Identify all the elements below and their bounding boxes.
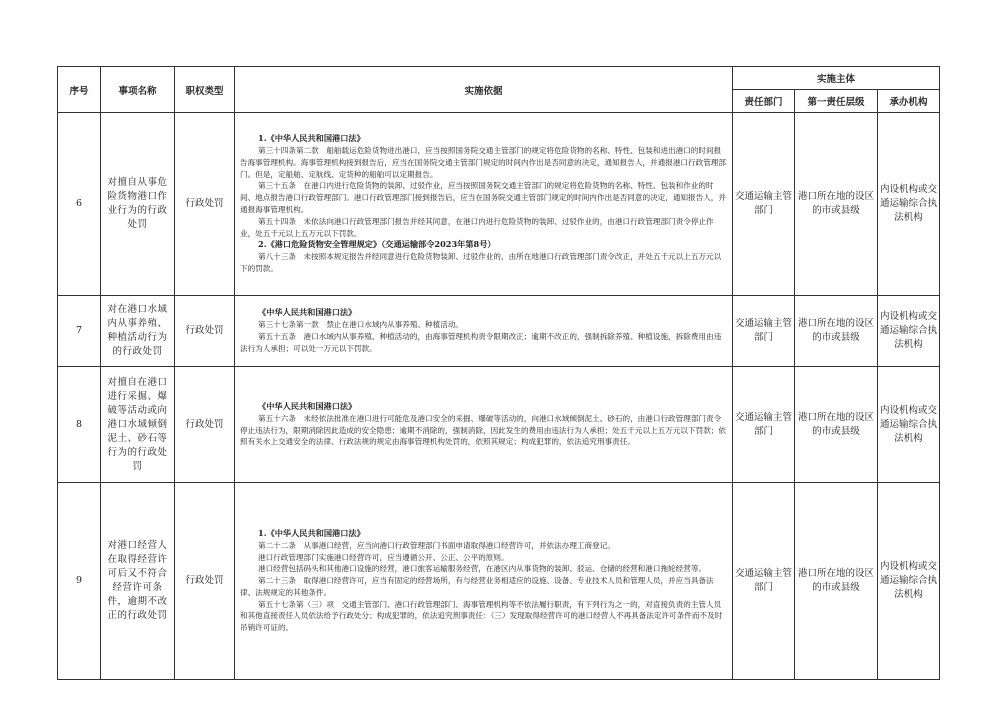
row-number: 9 — [58, 483, 101, 680]
law-clause: 第五十四条 未依法向港口行政管理部门报告并经其同意，在港口内进行危险货物的装卸、过驳作业的，由港口行政管理部门责令停止作业，处五千元以上五万元以下罚款。 — [240, 216, 714, 238]
law-clause: 第三十七条第一款 禁止在港口水域内从事养殖、种植活动。 — [258, 320, 464, 330]
first-level: 港口所在地的设区的市或县级 — [795, 483, 878, 680]
header-subject: 实施主体 — [733, 67, 940, 90]
table-row — [58, 367, 940, 483]
legal-basis — [235, 367, 733, 483]
first-level: 港口所在地的设区的市或县级 — [795, 113, 878, 296]
responsible-dept: 交通运输主管部门 — [733, 113, 795, 296]
law-clause: 第二十二条 从事港口经营，应当向港口行政管理部门书面申请取得港口经营许可，并依法办理工商登记。 — [258, 540, 615, 550]
row-number: 8 — [58, 367, 101, 483]
law-clause: 第五十六条 未经依法批准在港口进行可能危及港口安全的采掘、爆破等活动的，向港口水域倾倒泥土、砂石的，由港口行政管理部门责令停止违法行为，限期消除因此造成的安全隐患；逾期不消除的，强制消除，因此发生的费用由违法行为人承担；处五千元以上五万元以下罚款；依照有关水上交通安全的法律、行政法规的规定由海事管理机构处罚的，依照其规定；构成犯罪的，依法追究刑事责任。 — [240, 413, 726, 447]
authority-type: 行政处罚 — [175, 113, 235, 296]
handling-agency: 内设机构或交通运输综合执法机构 — [878, 113, 940, 296]
responsible-dept: 交通运输主管部门 — [733, 296, 795, 367]
item-name: 对擅自在港口进行采掘、爆破等活动或向港口水域倾倒泥土、砂石等行为的行政处罚 — [101, 367, 175, 483]
legal-basis — [235, 296, 733, 367]
handling-agency: 内设机构或交通运输综合执法机构 — [878, 296, 940, 367]
law-title: 《中华人民共和国港口法》 — [258, 400, 357, 411]
enforcement-table — [57, 66, 940, 680]
law-clause: 港口行政管理部门实施港口经营许可，应当遵循公开、公正、公平的原则。 — [258, 552, 509, 562]
responsible-dept: 交通运输主管部门 — [733, 483, 795, 680]
authority-type: 行政处罚 — [175, 367, 235, 483]
responsible-dept: 交通运输主管部门 — [733, 367, 795, 483]
item-name: 对擅自从事危险货物港口作业行为的行政处罚 — [101, 113, 175, 296]
row-number: 6 — [58, 113, 101, 296]
law-title: 1.《中华人民共和国港口法》 — [258, 133, 365, 144]
first-level: 港口所在地的设区的市或县级 — [795, 296, 878, 367]
header-agency: 承办机构 — [878, 90, 940, 113]
item-name: 对在港口水域内从事养殖、种植活动行为的行政处罚 — [101, 296, 175, 367]
header-dept: 责任部门 — [733, 90, 795, 113]
header-basis: 实施依据 — [235, 67, 733, 113]
law-clause: 第二十三条 取得港口经营许可，应当有固定的经营场所，有与经营业务相适应的设施、设备、专业技术人员和管理人员，并应当具备法律、法规规定的其他条件。 — [240, 576, 714, 597]
table-row — [58, 113, 940, 296]
law-clause: 第五十七条第（三）项 交通主管部门、港口行政管理部门、海事管理机构等不依法履行职责，有下列行为之一的，对直接负责的主管人员和其他直接责任人员依法给予行政处分；构成犯罪的，依法追究刑事责任：（三）发现取得经营许可的港口经营人不再具备法定许可条件而不及时吊销许可证的。 — [240, 599, 723, 633]
law-title: 《中华人民共和国港口法》 — [258, 307, 357, 318]
handling-agency: 内设机构或交通运输综合执法机构 — [878, 483, 940, 680]
law-clause: 第八十三条 未按照本规定报告并经同意进行危险货物装卸、过驳作业的，由所在地港口行政管理部门责令改正，并处五千元以上五万元以下的罚款。 — [240, 252, 722, 273]
table-row — [58, 296, 940, 367]
law-clause: 第三十四条第二款 船舶载运危险货物进出港口，应当按照国务院交通主管部门的规定将危险货物的名称、特性、包装和进出港口的时间报告海事管理机构。海事管理机构接到报告后，应当在国务院交通主管部门规定的时间内作出是否同意的决定，通知报告人，并通报港口行政管理部门。但是，定船舶、定航线、定货种的船舶可以定期报告。 — [240, 146, 726, 179]
header-type: 职权类型 — [175, 67, 235, 113]
header-no: 序号 — [58, 67, 101, 113]
header-level: 第一责任层级 — [795, 90, 878, 113]
legal-basis — [235, 483, 733, 680]
law-title: 1.《中华人民共和国港口法》 — [258, 527, 365, 538]
law-clause: 港口经营包括码头和其他港口设施的经营，港口旅客运输服务经营，在港区内从事货物的装卸、驳运、仓储的经营和港口拖轮经营等。 — [258, 564, 707, 574]
first-level: 港口所在地的设区的市或县级 — [795, 367, 878, 483]
law-title: 2.《港口危险货物安全管理规定》（交通运输部令2023年第8号） — [258, 239, 496, 250]
handling-agency: 内设机构或交通运输综合执法机构 — [878, 367, 940, 483]
law-clause: 第五十五条 港口水域内从事养殖、种植活动的，由海事管理机构责令限期改正；逾期不改正的，强制拆除养殖、种植设施，拆除费用由违法行为人承担；可以处一万元以下罚款。 — [240, 332, 722, 353]
law-clause: 第三十五条 在港口内进行危险货物的装卸、过驳作业，应当按照国务院交通主管部门的规定将危险货物的名称、特性、包装和作业的时间、地点报告港口行政管理部门。港口行政管理部门接到报告后，应当在国务院交通主管部门规定的时间内作出是否同意的决定，通知报告人，并通报海事管理机构。 — [240, 181, 726, 214]
item-name: 对港口经营人在取得经营许可后又不符合经营许可条件，逾期不改正的行政处罚 — [101, 483, 175, 680]
table-row — [58, 483, 940, 680]
header-name: 事项名称 — [101, 67, 175, 113]
legal-basis — [235, 113, 733, 296]
row-number: 7 — [58, 296, 101, 367]
authority-type: 行政处罚 — [175, 296, 235, 367]
authority-type: 行政处罚 — [175, 483, 235, 680]
